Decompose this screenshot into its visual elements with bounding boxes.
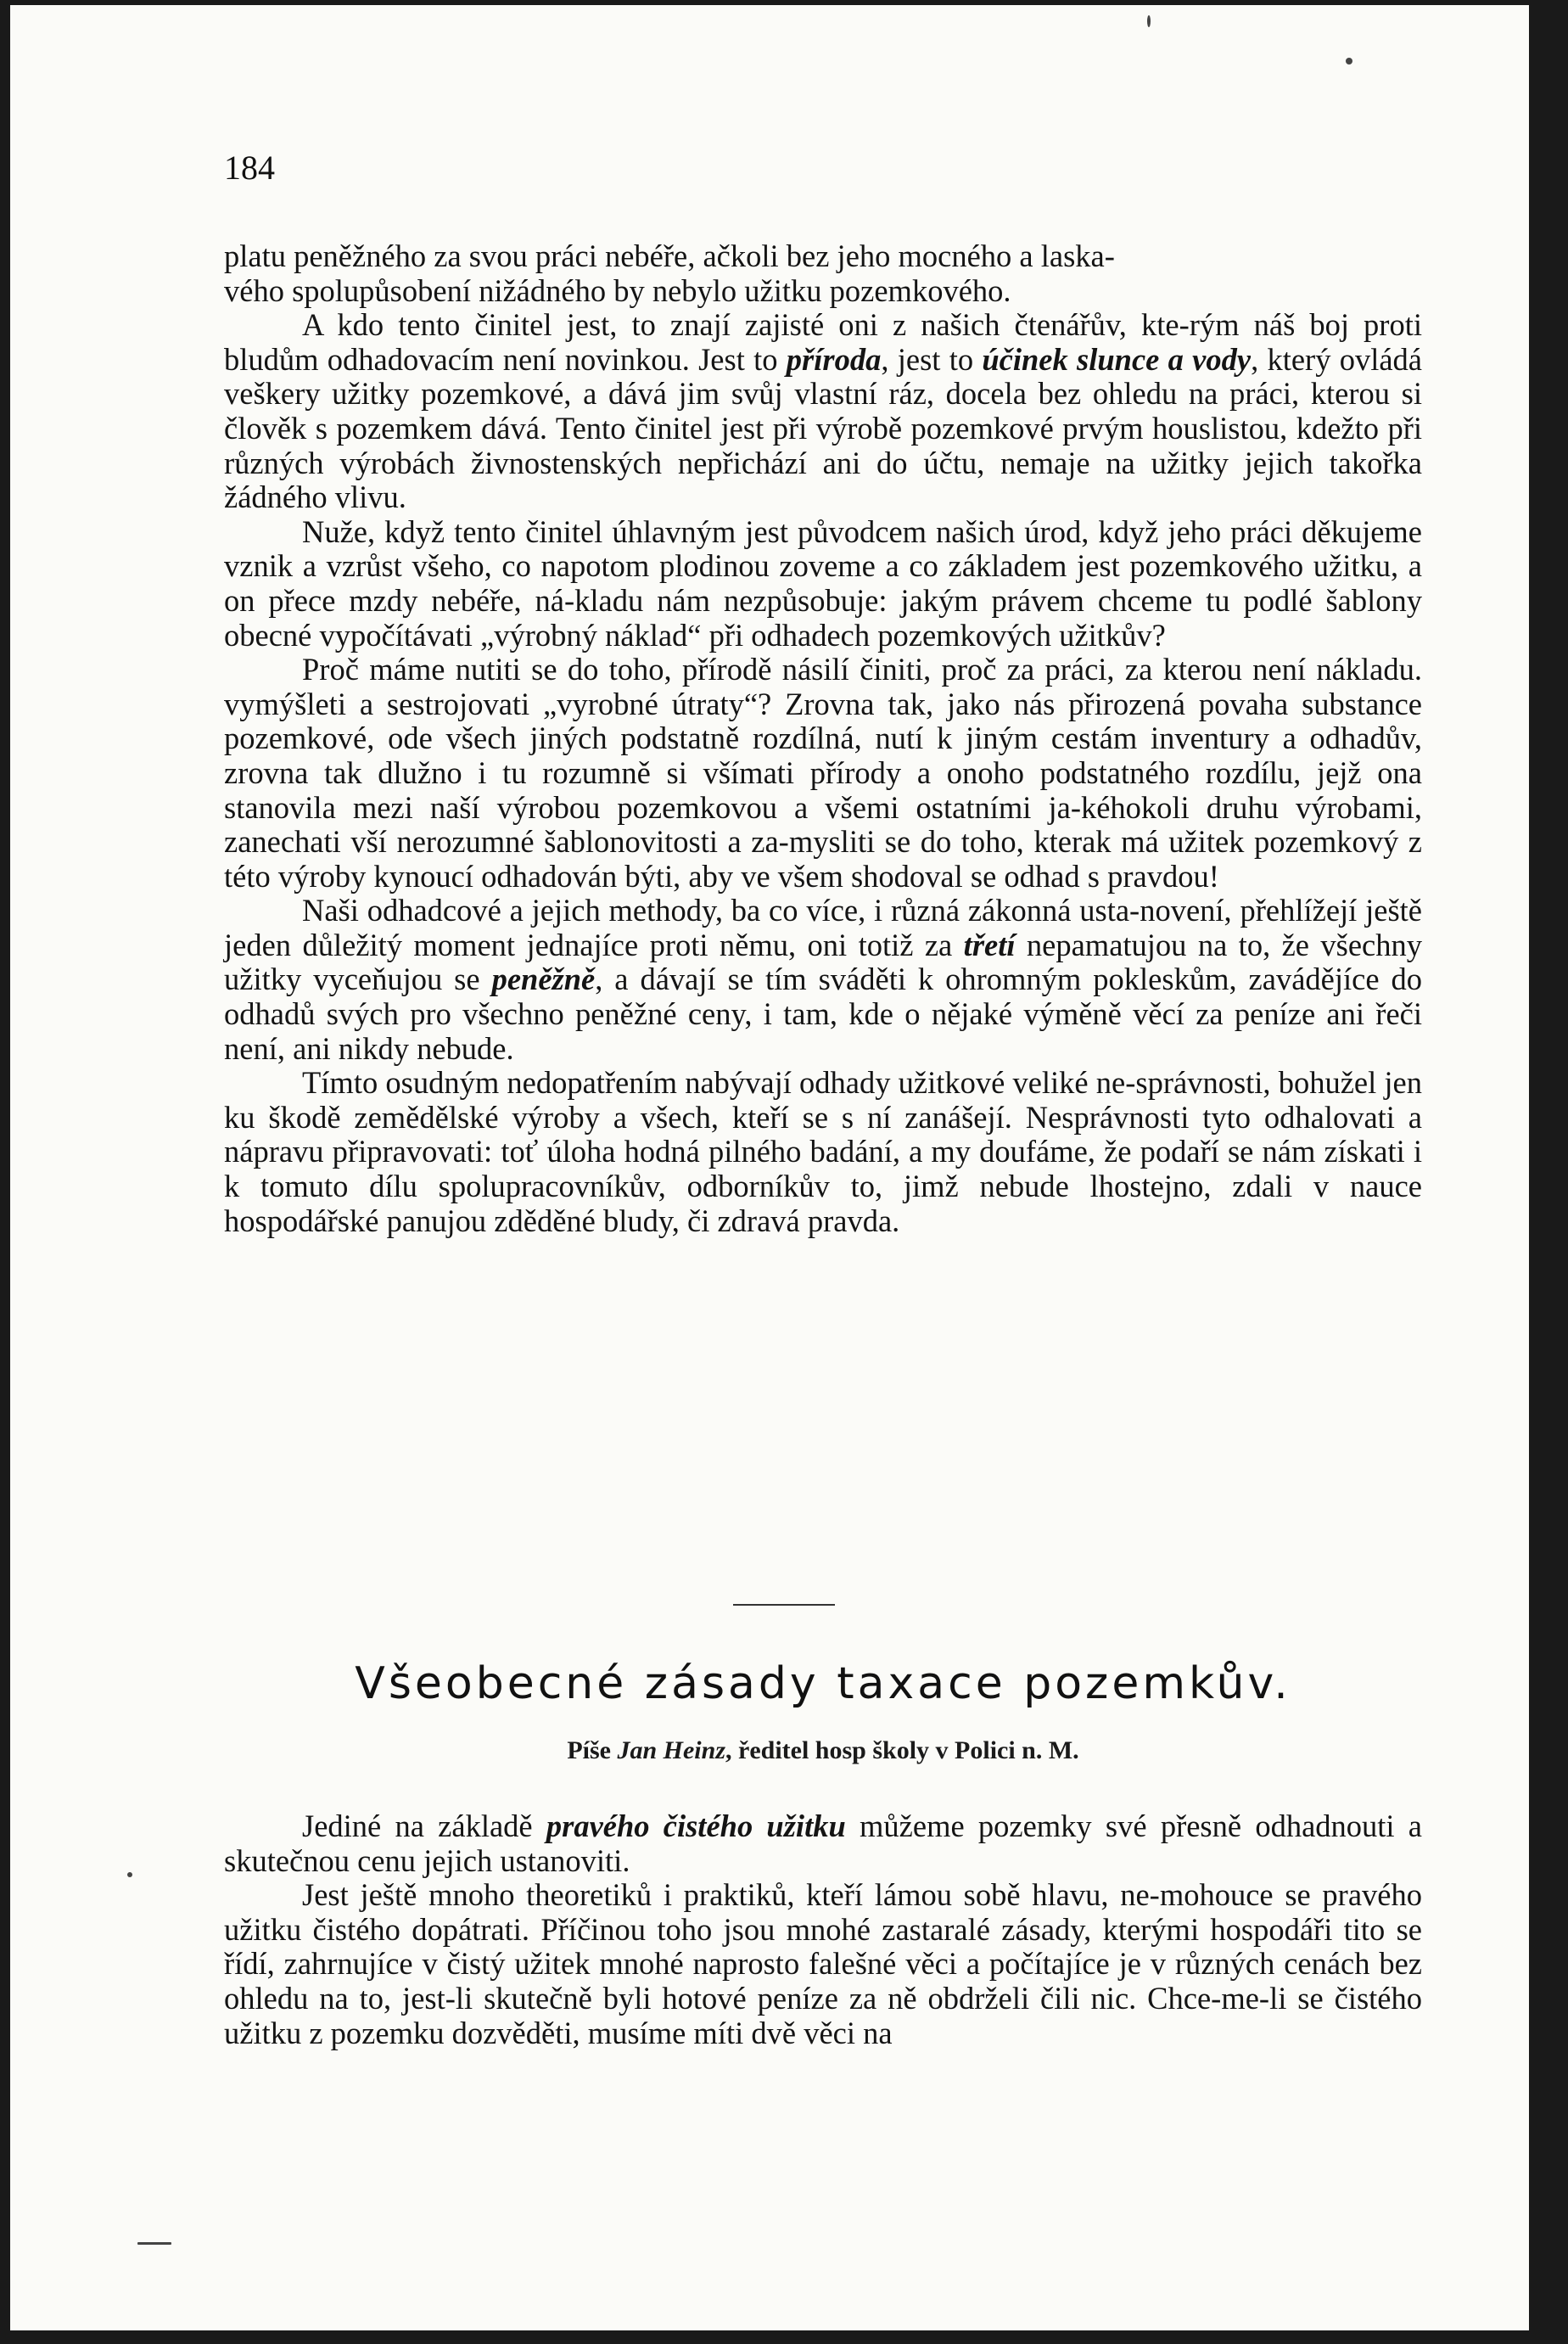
emphasis-pravy-cisty-uzitek: pravého čistého užitku xyxy=(546,1808,846,1843)
paragraph-2-text-end: , který ovládá veškery užitky pozemkové, a dává jim svůj vlastní ráz, docela bez ohledu na práci, kterou si člověk s pozemkem dává. Tento činitel jest při výrobě pozemkové prvým houslistou, kdežto při různých výrobách živnostenských nepřichází ani do účtu, nemaje na užitky jejich takořka žádného vlivu. xyxy=(224,341,1423,515)
paragraph-5-text-end: , a dávají se tím sváděti k ohromným pokleskům, zavádějíce do odhadů svých pro všechno peněžné ceny, i tam, kde o nějaké výměně věcí za peníze ani řeči není, ani nikdy nebude. xyxy=(224,962,1422,1066)
article-paragraph-1 xyxy=(224,1809,1422,1878)
article-paragraph-1-end: můžeme pozemky své přesně odhadnouti a skutečnou cenu jejich ustanoviti. xyxy=(224,1808,1422,1878)
scan-speck xyxy=(1346,58,1352,64)
paragraph-5 xyxy=(224,894,1422,1066)
paragraph-2 xyxy=(224,308,1422,515)
paragraph-2-text-mid: , jest to xyxy=(881,341,983,377)
paragraph-6: Tímto osudným nedopatřením nabývají odhady užitkové veliké ne-správnosti, bohužel jen ku škodě zemědělské výroby a všech, kteří se s ní zanášejí. Nesprávnosti tyto odhalovati a nápravu připravovati: toť úloha hodná pilného badání, a my doufáme, že podaří se nám získati i k tomuto dílu spolupracovníkův, odborníkův to, jimž nebude lhostejno, zdali v nauce hospodářské panujou zděděné bludy, či zdravá pravda. xyxy=(224,1065,1422,1238)
paragraph-5-text-mid: nepamatujou na to, že všechny užitky vyceňujou se xyxy=(224,927,1423,997)
paragraph-1-line-1: platu peněžného za svou práci nebéře, ačkoli bez jeho mocného a laska- xyxy=(224,238,1115,273)
paragraph-2-text-start: A kdo tento činitel jest, to znají zajisté oni z našich čtenářův, kte-rým náš boj proti bludům odhadovacím není novinkou. Jest to xyxy=(224,307,1422,377)
article-paragraph-1-start: Jediné na základě xyxy=(302,1808,546,1843)
scanned-page xyxy=(10,5,1529,2330)
section-divider xyxy=(733,1604,835,1606)
paragraph-4: Proč máme nutiti se do toho, přírodě násilí činiti, proč za práci, za kterou není nákladu. vymýšleti a sestrojovati „vyrobné útraty“? Zrovna tak, jako nás přirozená povaha substance pozemkové, ode všech jiných podstatně rozdílná, nutí k jiným cestám inventury a odhadův, zrovna tak dlužno i tu rozumně si všímati přírody a onoho podstatného rozdílu, jejž ona stanovila mezi naší výrobou pozemkovou a všemi ostatními ja-kéhokoli druhu výrobami, zanechati vší nerozumné šablonovitosti a za-mysliti se do toho, kterak má užitek pozemkový z této výroby kynoucí odhadován býti, aby ve všem shodoval se odhad s pravdou! xyxy=(224,652,1422,894)
byline-author: Jan Heinz xyxy=(617,1736,725,1764)
paragraph-1 xyxy=(224,239,1422,308)
emphasis-penezne: peněžně xyxy=(491,962,596,997)
paragraph-1-line-2: vého spolupůsobení nižádného by nebylo užitku pozemkového. xyxy=(224,272,1011,308)
byline-prefix: Píše xyxy=(567,1736,618,1764)
scan-speck xyxy=(1147,15,1151,27)
byline-suffix: , ředitel hosp školy v Polici n. M. xyxy=(725,1736,1079,1764)
section-heading: Všeobecné zásady taxace pozemkův. xyxy=(355,1658,1291,1709)
emphasis-ucinek: účinek slunce a vody xyxy=(982,341,1252,377)
emphasis-priroda: příroda xyxy=(786,341,882,377)
byline xyxy=(224,1736,1422,1765)
paragraph-3: Nuže, když tento činitel úhlavným jest původcem našich úrod, když jeho práci děkujeme vznik a vzrůst všeho, co napotom plodinou zoveme a co základem jest pozemkového užitku, a on přece mzdy nebéře, ná-kladu nám nezpůsobuje: jakým právem chceme tu podlé šablony obecné vypočítávati „výrobný náklad“ při odhadech pozemkových užitkův? xyxy=(224,513,1422,653)
page-number: 184 xyxy=(224,149,275,187)
scan-speck xyxy=(127,1872,132,1877)
paragraph-5-text-start: Naši odhadcové a jejich methody, ba co více, i různá zákonná usta-novení, přehlížejí ještě jeden důležitý moment jednajíce proti němu, oni totiž za xyxy=(224,893,1422,962)
scan-speck xyxy=(137,2242,171,2245)
article-paragraph-2: Jest ještě mnoho theoretiků i praktiků, kteří lámou sobě hlavu, ne-mohouce se pravého užitku čistého dopátrati. Příčinou toho jsou mnohé zastaralé zásady, kterými hospodáři tito se řídí, zahrnujíce v čistý užitek mnohé naprosto falešné věci a počítajíce je v různých cenách bez ohledu na to, jest-li skutečně byli hotové peníze za ně obdrželi čili nic. Chce-me-li se čistého užitku z pozemku dozvěděti, musíme míti dvě věci na xyxy=(224,1877,1422,2050)
new-article-body xyxy=(224,1809,1422,2050)
emphasis-treti: třetí xyxy=(963,927,1016,962)
article-continuation xyxy=(224,239,1422,1238)
